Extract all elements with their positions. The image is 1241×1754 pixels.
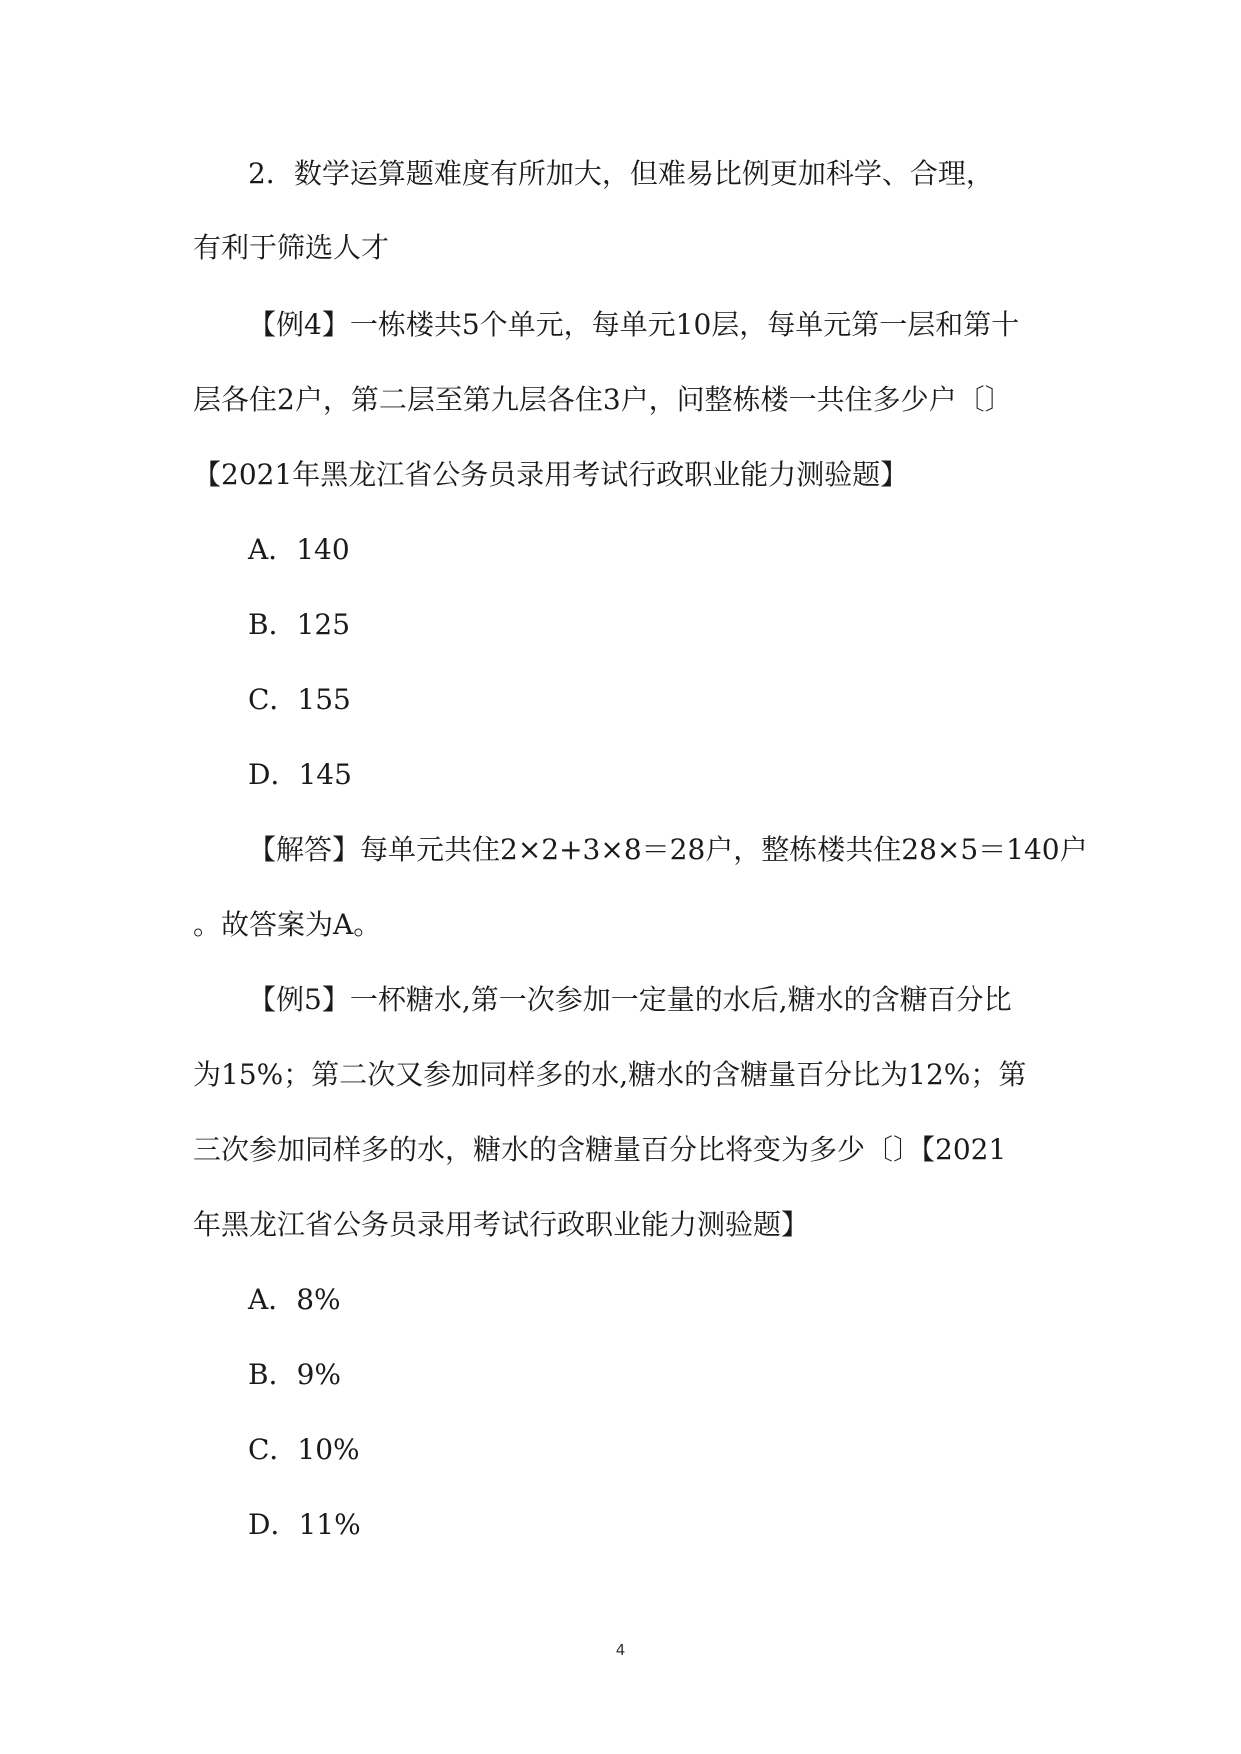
- example-5-option-a: A．8%: [248, 1283, 341, 1316]
- example-4-source: 【2021年黑龙江省公务员录用考试行政职业能力测验题】: [193, 458, 909, 491]
- example-4-question: 【例4】一栋楼共5个单元，每单元10层，每单元第一层和第十: [248, 308, 1020, 341]
- example-5-question-line-3: 三次参加同样多的水，糖水的含糖量百分比将变为多少〔〕【2021: [193, 1133, 1007, 1166]
- example-4-option-a: A．140: [248, 533, 350, 566]
- example-4-answer-continued: 。故答案为A。: [193, 908, 382, 941]
- example-4-option-b: B．125: [248, 608, 351, 641]
- heading-point-2-continued: 有利于筛选人才: [193, 231, 390, 264]
- example-5-option-d: D．11%: [248, 1508, 361, 1541]
- page-number: 4: [615, 1641, 626, 1659]
- example-4-question-continued: 层各住2户，第二层至第九层各住3户，问整栋楼一共住多少户〔〕: [193, 383, 1013, 416]
- heading-point-2: 2．数学运算题难度有所加大，但难易比例更加科学、合理，: [248, 157, 994, 190]
- example-5-option-c: C．10%: [248, 1433, 360, 1466]
- example-4-option-c: C．155: [248, 683, 351, 716]
- example-4-option-d: D．145: [248, 758, 352, 791]
- example-5-source: 年黑龙江省公务员录用考试行政职业能力测验题】: [193, 1208, 810, 1241]
- example-4-answer: 【解答】每单元共住2×2+3×8＝28户，整栋楼共住28×5＝140户: [248, 833, 1088, 866]
- example-5-option-b: B．9%: [248, 1358, 341, 1391]
- example-5-question-line-2: 为15%；第二次又参加同样多的水,糖水的含糖量百分比为12%；第: [193, 1058, 1027, 1091]
- example-5-question: 【例5】一杯糖水,第一次参加一定量的水后,糖水的含糖百分比: [248, 983, 1012, 1016]
